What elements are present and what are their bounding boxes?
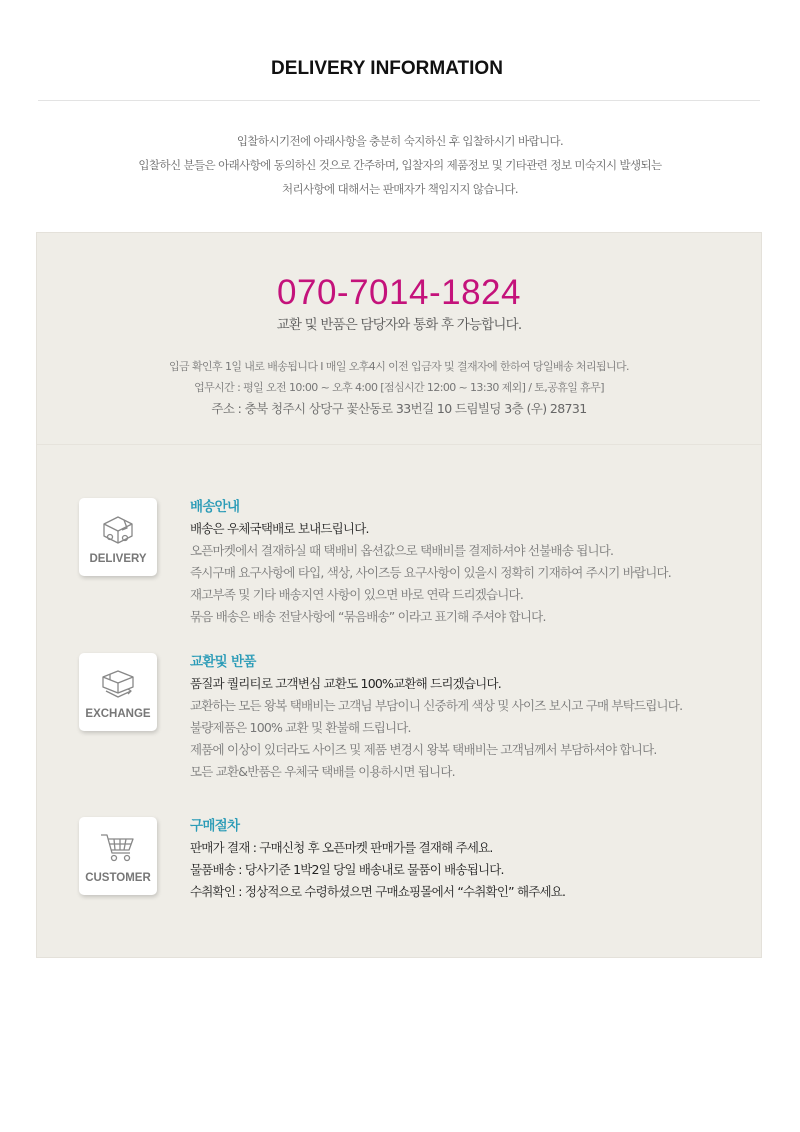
shopping-cart-icon	[98, 829, 138, 865]
delivery-text	[190, 496, 750, 628]
exchange-icon-label: EXCHANGE	[85, 708, 151, 720]
section-line: 모든 교환&반품은 우체국 택배를 이용하시면 됩니다.	[190, 764, 455, 779]
delivery-icon-card	[79, 498, 157, 576]
delivery-icon-label: DELIVERY	[89, 553, 147, 565]
delivery-truck-icon	[98, 510, 138, 546]
phone-note: 교환 및 반품은 담당자와 통화 후 가능합니다.	[276, 317, 522, 333]
notice-line: 입찰하신 분들은 아래사항에 동의하신 것으로 간주하며, 입찰자의 제품정보 및 기타관련 정보 미숙지시 발생되는	[138, 158, 662, 172]
notice-line: 입찰하시기전에 아래사항을 충분히 숙지하신 후 입찰하시기 바랍니다.	[236, 134, 564, 148]
section-line: 불량제품은 100% 교환 및 환불해 드립니다.	[190, 720, 411, 735]
section-title: 배송안내	[190, 499, 240, 515]
business-hours: 업무시간 : 평일 오전 10:00 ~ 오후 4:00 [점심시간 12:00 ~ 13:30 제외] / 토,공휴일 휴무]	[194, 381, 604, 394]
address: 주소 : 충북 청주시 상당구 꽃산동로 33번길 10 드림빌딩 3층 (우) 28731	[211, 401, 587, 416]
customer-icon-card	[79, 817, 157, 895]
title-divider	[38, 100, 760, 101]
exchange-text	[190, 651, 750, 783]
exchange-icon-card	[79, 653, 157, 731]
section-line: 묶음 배송은 배송 전달사항에 “묶음배송” 이라고 표기해 주셔야 합니다.	[190, 609, 546, 624]
section-line: 물품배송 : 당사기준 1박2일 당일 배송내로 물품이 배송됩니다.	[190, 862, 504, 877]
section-line: 교환하는 모든 왕복 택배비는 고객님 부담이니 신중하게 색상 및 사이즈 보시고 구매 부탁드립니다.	[190, 698, 683, 713]
section-line: 제품에 이상이 있더라도 사이즈 및 제품 변경시 왕복 택배비는 고객님께서 부담하셔야 합니다.	[190, 742, 657, 757]
customer-text	[190, 815, 750, 903]
business-info	[37, 356, 761, 419]
section-lead: 판매가 결재 : 구매신청 후 오픈마켓 판매가를 결재해 주세요.	[190, 840, 493, 855]
phone-number: 070-7014-1824	[277, 273, 521, 312]
page-title: DELIVERY INFORMATION	[271, 58, 503, 79]
notice-line: 처리사항에 대해서는 판매자가 책임지지 않습니다.	[282, 182, 518, 196]
section-title: 교환및 반품	[190, 654, 256, 670]
section-title: 구매절차	[190, 818, 240, 834]
section-lead: 배송은 우체국택배로 보내드립니다.	[190, 521, 369, 536]
customer-icon-label: CUSTOMER	[85, 872, 151, 884]
section-line: 재고부족 및 기타 배송지연 사항이 있으면 바로 연락 드리겠습니다.	[190, 587, 523, 602]
section-line: 오픈마켓에서 결재하실 때 택배비 옵션값으로 택배비를 결제하셔야 선불배송 됩니다.	[190, 543, 614, 558]
panel-divider	[37, 444, 761, 445]
exchange-box-icon	[98, 665, 138, 701]
notice-text	[0, 129, 800, 201]
section-line: 수취확인 : 정상적으로 수령하셨으면 구매쇼핑몰에서 “수취확인” 해주세요.	[190, 884, 566, 899]
section-lead: 품질과 퀄리티로 고객변심 교환도 100%교환해 드리겠습니다.	[190, 676, 501, 691]
shipping-note: 입금 확인후 1일 내로 배송됩니다 I 매일 오후4시 이전 입금자 및 결재자에 한하여 당일배송 처리됩니다.	[169, 360, 629, 373]
info-panel	[36, 232, 762, 958]
section-line: 즉시구매 요구사항에 타입, 색상, 사이즈등 요구사항이 있을시 정확히 기재하여 주시기 바랍니다.	[190, 565, 671, 580]
